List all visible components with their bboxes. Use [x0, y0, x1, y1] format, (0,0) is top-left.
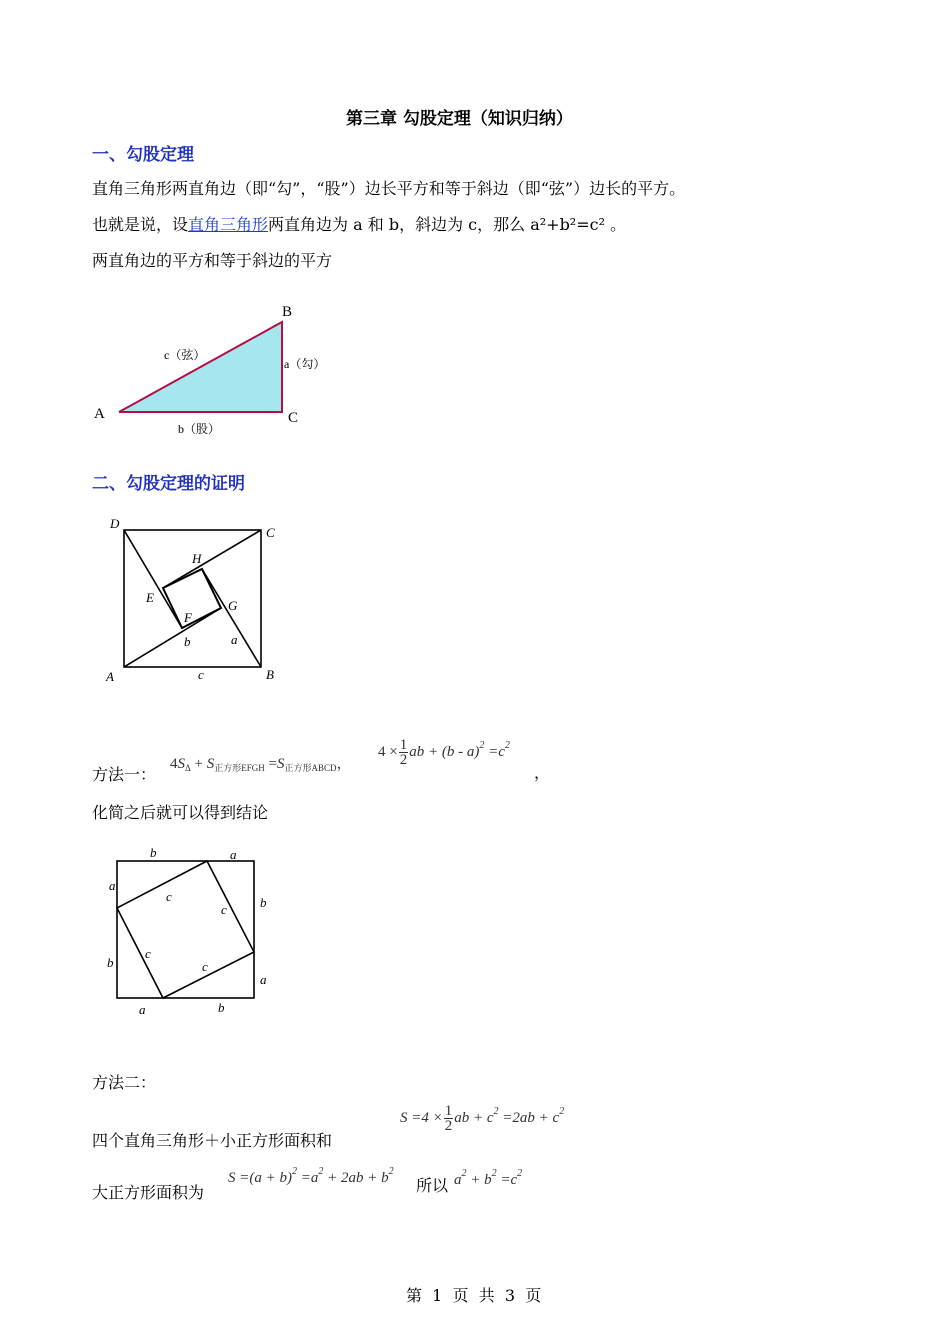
- formula-e-exp1: 2: [461, 1168, 467, 1179]
- fig2-label-bottom-a: a: [139, 1002, 146, 1017]
- method-2-formula-big: [228, 1166, 394, 1187]
- vertex-c-label: C: [288, 410, 299, 426]
- method-1-conclusion: 化简之后就可以得到结论: [92, 803, 269, 822]
- label-g: G: [228, 598, 238, 613]
- right-triangle-link[interactable]: 直角三角形: [188, 215, 269, 234]
- page-footer: 第 1 页 共 3 页: [406, 1286, 542, 1305]
- line-c-to-e: [163, 530, 261, 588]
- formula-c-exp: 2: [493, 1105, 499, 1117]
- formula-s3: S: [277, 756, 285, 772]
- fig2-label-left-b: b: [107, 955, 114, 970]
- fig2-label-right-b: b: [260, 895, 267, 910]
- fig2-label-c4: c: [202, 959, 208, 974]
- formula-c-lead: S =4 ×: [400, 1109, 443, 1126]
- formula-b-fraction: [399, 738, 409, 767]
- fig2-label-c3: c: [145, 946, 151, 961]
- method-2-label: 方法二：: [92, 1073, 157, 1092]
- formula-d-mid: =a: [296, 1170, 319, 1186]
- paragraph-formula-suffix: 两直角边为 a 和 b，斜边为 c，那么 a²+b²=c² 。: [268, 215, 627, 234]
- paragraph-formula-prefix: 也就是说，设: [92, 215, 189, 234]
- formula-b-den: 2: [399, 752, 408, 768]
- label-a: A: [106, 669, 114, 684]
- formula-coef: 4: [170, 756, 178, 772]
- formula-e-a: a: [454, 1172, 462, 1188]
- formula-b-eq: =c: [484, 743, 505, 760]
- label-c-side: c: [198, 667, 204, 682]
- paragraph-definition: 直角三角形两直角边（即“勾”，“股”）边长平方和等于斜边（即“弦”）边长的平方。: [92, 179, 686, 198]
- fig2-label-c1: c: [166, 889, 172, 904]
- formula-sub-small-square: 正方形EFGH: [214, 763, 265, 773]
- paragraph-formula: [92, 212, 626, 235]
- fig2-label-right-a: a: [260, 972, 267, 987]
- method-1-formula-expand: [378, 738, 510, 767]
- outer-square: [117, 861, 254, 998]
- line-d-to-f: [124, 530, 182, 628]
- method-2-formula-result: [454, 1168, 522, 1189]
- proof-figure-2: [100, 840, 290, 1020]
- formula-b-exp2: 2: [504, 739, 510, 751]
- fig2-label-bottom-b: b: [218, 1000, 225, 1015]
- section-heading-2: 二、勾股定理的证明: [92, 474, 245, 494]
- formula-sub-big-square: 正方形ABCD: [284, 763, 337, 773]
- formula-s2: S: [206, 756, 215, 772]
- formula-b-num: 1: [399, 737, 408, 753]
- page-title: 第三章 勾股定理（知识归纳）: [346, 109, 573, 129]
- section-heading-1: 一、勾股定理: [92, 145, 194, 165]
- formula-b-exp: 2: [479, 739, 485, 751]
- line-b-to-h: [202, 569, 261, 667]
- fig2-label-top-a: a: [230, 847, 237, 862]
- formula-e-plus: + b: [466, 1172, 492, 1188]
- formula-c-mid: ab + c: [454, 1109, 494, 1126]
- formula-sub-triangle: Δ: [185, 763, 191, 773]
- label-b-side: b: [184, 634, 191, 649]
- formula-s1: S: [177, 756, 185, 772]
- formula-comma: ，: [336, 756, 352, 772]
- vertex-a-label: A: [94, 406, 105, 422]
- leg-a-label: a（勾）: [284, 357, 326, 371]
- formula-d-main: S =(a + b): [228, 1170, 292, 1186]
- label-a-side: a: [231, 632, 238, 647]
- formula-b-lead: 4 ×: [378, 743, 398, 760]
- fig2-label-top-b: b: [150, 845, 157, 860]
- tilted-inner-square: [117, 861, 254, 998]
- formula-c-tail: =2ab + c: [498, 1109, 560, 1126]
- label-f: F: [184, 610, 192, 625]
- label-e: E: [146, 590, 154, 605]
- fig2-label-left-a: a: [109, 878, 116, 893]
- formula-c-fraction: [444, 1104, 454, 1133]
- label-h: H: [192, 551, 202, 566]
- method-2-line-1: 四个直角三角形＋小正方形面积和: [92, 1131, 333, 1150]
- right-triangle-figure: [88, 298, 348, 448]
- method-1-label: 方法一：: [92, 765, 157, 784]
- formula-eq: =: [264, 756, 277, 772]
- formula-e-exp2: 2: [491, 1168, 497, 1179]
- hypotenuse-label: c（弦）: [164, 348, 206, 362]
- formula-d-exp2: 2: [318, 1166, 324, 1177]
- method-2-formula-small: [400, 1104, 564, 1133]
- method-1-trailing-comma: ，: [534, 763, 551, 782]
- formula-e-exp3: 2: [517, 1168, 523, 1179]
- formula-c-num: 1: [444, 1103, 453, 1119]
- formula-d-exp: 2: [291, 1166, 297, 1177]
- leg-b-label: b（股）: [178, 422, 221, 436]
- vertex-b-label: B: [282, 304, 293, 320]
- formula-d-exp3: 2: [388, 1166, 394, 1177]
- inner-square-efgh: [163, 569, 221, 628]
- line-a-to-g: [124, 608, 221, 667]
- formula-c-den: 2: [444, 1118, 453, 1134]
- formula-b-mid: ab + (b - a): [409, 743, 480, 760]
- method-1-formula-area: [170, 752, 352, 774]
- method-2-line-2: 大正方形面积为: [92, 1183, 205, 1202]
- fig2-label-c2: c: [221, 902, 227, 917]
- formula-d-tail: + 2ab + b: [323, 1170, 389, 1186]
- label-b: B: [266, 667, 274, 682]
- formula-e-eq: =c: [496, 1172, 518, 1188]
- label-d: D: [110, 516, 120, 531]
- method-2-so-text: 所以: [416, 1176, 449, 1195]
- paragraph-summary: 两直角边的平方和等于斜边的平方: [92, 251, 333, 270]
- label-c: C: [266, 525, 275, 540]
- proof-figure-1: [100, 512, 290, 692]
- formula-c-exp2: 2: [559, 1105, 565, 1117]
- formula-plus: +: [190, 756, 207, 772]
